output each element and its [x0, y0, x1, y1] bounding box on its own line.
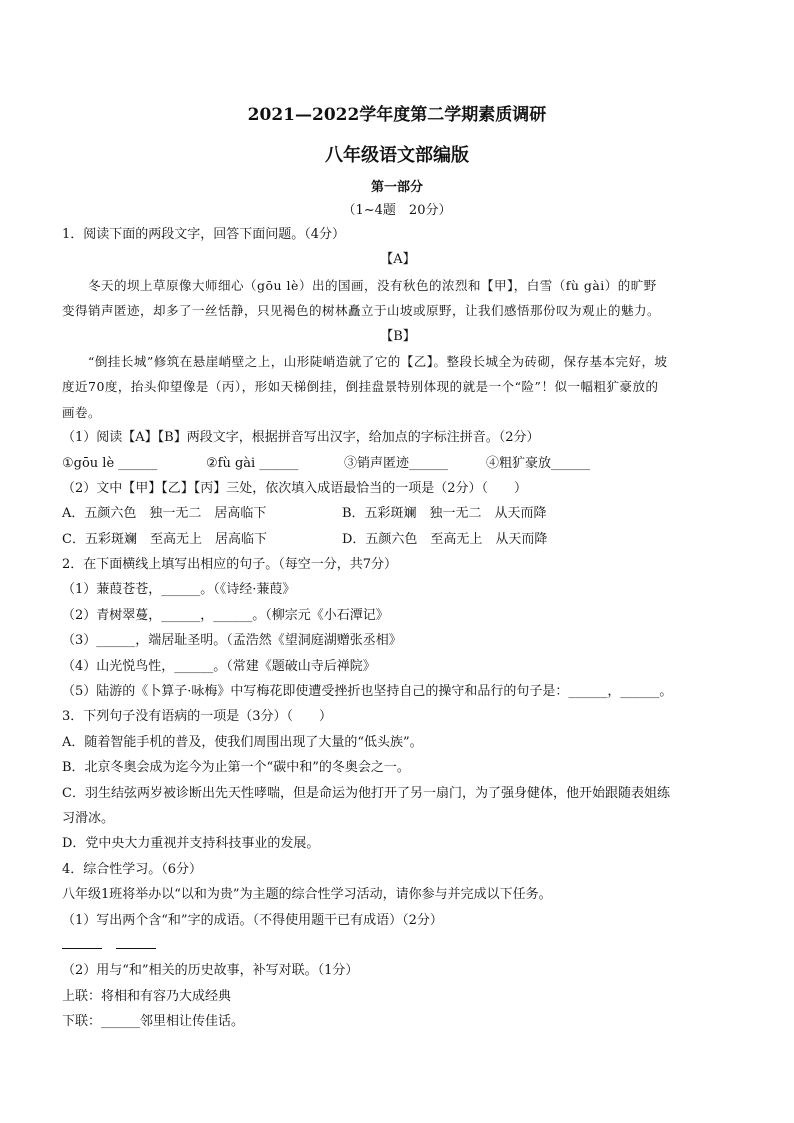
part-range: （1~4题 20分）: [342, 203, 452, 218]
choice-c: C．五彩斑斓 至高无上 居高临下: [62, 531, 267, 547]
part-heading: 第一部分: [370, 180, 423, 195]
q2-stem: 2．在下面横线上填写出相应的句子。（每空一分，共7分）: [62, 557, 398, 573]
q4-intro: 八年级1班将举办以“以和为贵”为主题的综合性学习活动，请你参与并完成以下任务。: [62, 887, 552, 903]
q3-option-b: B．北京冬奥会成为迄今为止第一个“碳中和”的冬奥会之一。: [62, 760, 410, 776]
pinyin-blank-1: ①gōu lè ______: [62, 455, 158, 471]
q3-stem: 3．下列句子没有语病的一项是（3分）（ ）: [62, 709, 333, 725]
q2-item: （2）青树翠蔓，______，______。（柳宗元《小石潭记》: [62, 607, 389, 623]
passage-a-line: 冬天的坝上草原像大师细心（gōu lè）出的国画，没有秋色的浓烈和【甲】，白雪（fù gài）的旷野: [88, 277, 657, 293]
q3-option-c-cont: 习滑冰。: [62, 810, 115, 826]
choice-a: A．五颜六色 独一无二 居高临下: [62, 506, 267, 522]
q3-option-c: C．羽生结弦两岁被诊断出先天性哮喘，但是命运为他打开了另一扇门，为了强身健体，他开始跟随表姐练: [62, 785, 670, 801]
q3-option-a: A．随着智能手机的普及，使我们周围出现了大量的“低头族”。: [62, 734, 423, 750]
q4-stem: 4．综合性学习。（6分）: [62, 861, 203, 877]
passage-a-line: 变得销声匿迹，却多了一丝恬静，只见褐色的树林矗立于山坡或原野，让我们感悟那份叹为观止的魅力。: [62, 303, 661, 319]
choice-row: [62, 527, 734, 552]
exam-subtitle: 八年级语文部编版: [325, 145, 469, 166]
passage-b-line: “倒挂长城”修筑在悬崖峭壁之上，山形陡峭造就了它的【乙】。整段长城全为砖砌，保存基本完好，坡: [88, 353, 668, 369]
q2-item: （3）______，端居耻圣明。（孟浩然《望洞庭湖赠张丞相》: [62, 633, 402, 649]
passage-b-line: 画卷。: [62, 404, 102, 420]
passage-b-label: 【B】: [380, 328, 416, 344]
choice-b: B．五彩斑斓 独一无二 从天而降: [342, 506, 547, 522]
couplet-upper: 上联：将相和有容乃大成经典: [62, 988, 232, 1004]
q1-sub1-options: [62, 451, 734, 476]
answer-blank[interactable]: [62, 935, 102, 949]
q1-sub2: （2）文中【甲】【乙】【丙】三处，依次填入成语最恰当的一项是（2分）（ ）: [62, 480, 528, 496]
exam-content: [62, 222, 734, 1035]
q4-sub1-answer-lines: [62, 933, 734, 958]
q4-sub2: （2）用与“和”相关的历史故事，补写对联。（1分）: [62, 963, 359, 979]
q2-item: （4）山光悦鸟性，______。（常建《题破山寺后禅院》: [62, 658, 376, 674]
passage-a-label: 【A】: [380, 252, 416, 268]
char-blank-3: ③销声匿迹______: [344, 455, 449, 471]
choice-row: [62, 501, 734, 526]
char-blank-4: ④粗犷豪放______: [486, 455, 591, 471]
answer-blank[interactable]: [116, 935, 156, 949]
q1-stem: 1．阅读下面的两段文字，回答下面问题。（4分）: [62, 227, 346, 242]
passage-b-line: 度近70度，抬头仰望像是（丙），形如天梯倒挂，倒挂盘景特别体现的就是一个“险”！似一幅粗犷豪放的: [62, 379, 659, 395]
pinyin-blank-2: ②fù gài ______: [206, 455, 299, 471]
q1-sub1: （1）阅读【A】【B】两段文字，根据拼音写出汉字，给加点的字标注拼音。（2分）: [62, 430, 540, 446]
q2-item: （5）陆游的《卜算子·咏梅》中写梅花即使遭受挫折也坚持自己的操守和品行的句子是：______，______。: [62, 684, 673, 700]
q4-sub1: （1）写出两个含“和”字的成语。（不得使用题干已有成语）（2分）: [62, 912, 443, 928]
q2-item: （1）蒹葭苍苍，______。（《诗经·蒹葭》: [62, 582, 296, 598]
exam-title: 2021—2022学年度第二学期素质调研: [247, 105, 547, 125]
couplet-lower: 下联：______邻里相让传佳话。: [62, 1014, 245, 1030]
choice-d: D．五颜六色 至高无上 从天而降: [342, 531, 548, 547]
q3-option-d: D．党中央大力重视并支持科技事业的发展。: [62, 836, 320, 852]
